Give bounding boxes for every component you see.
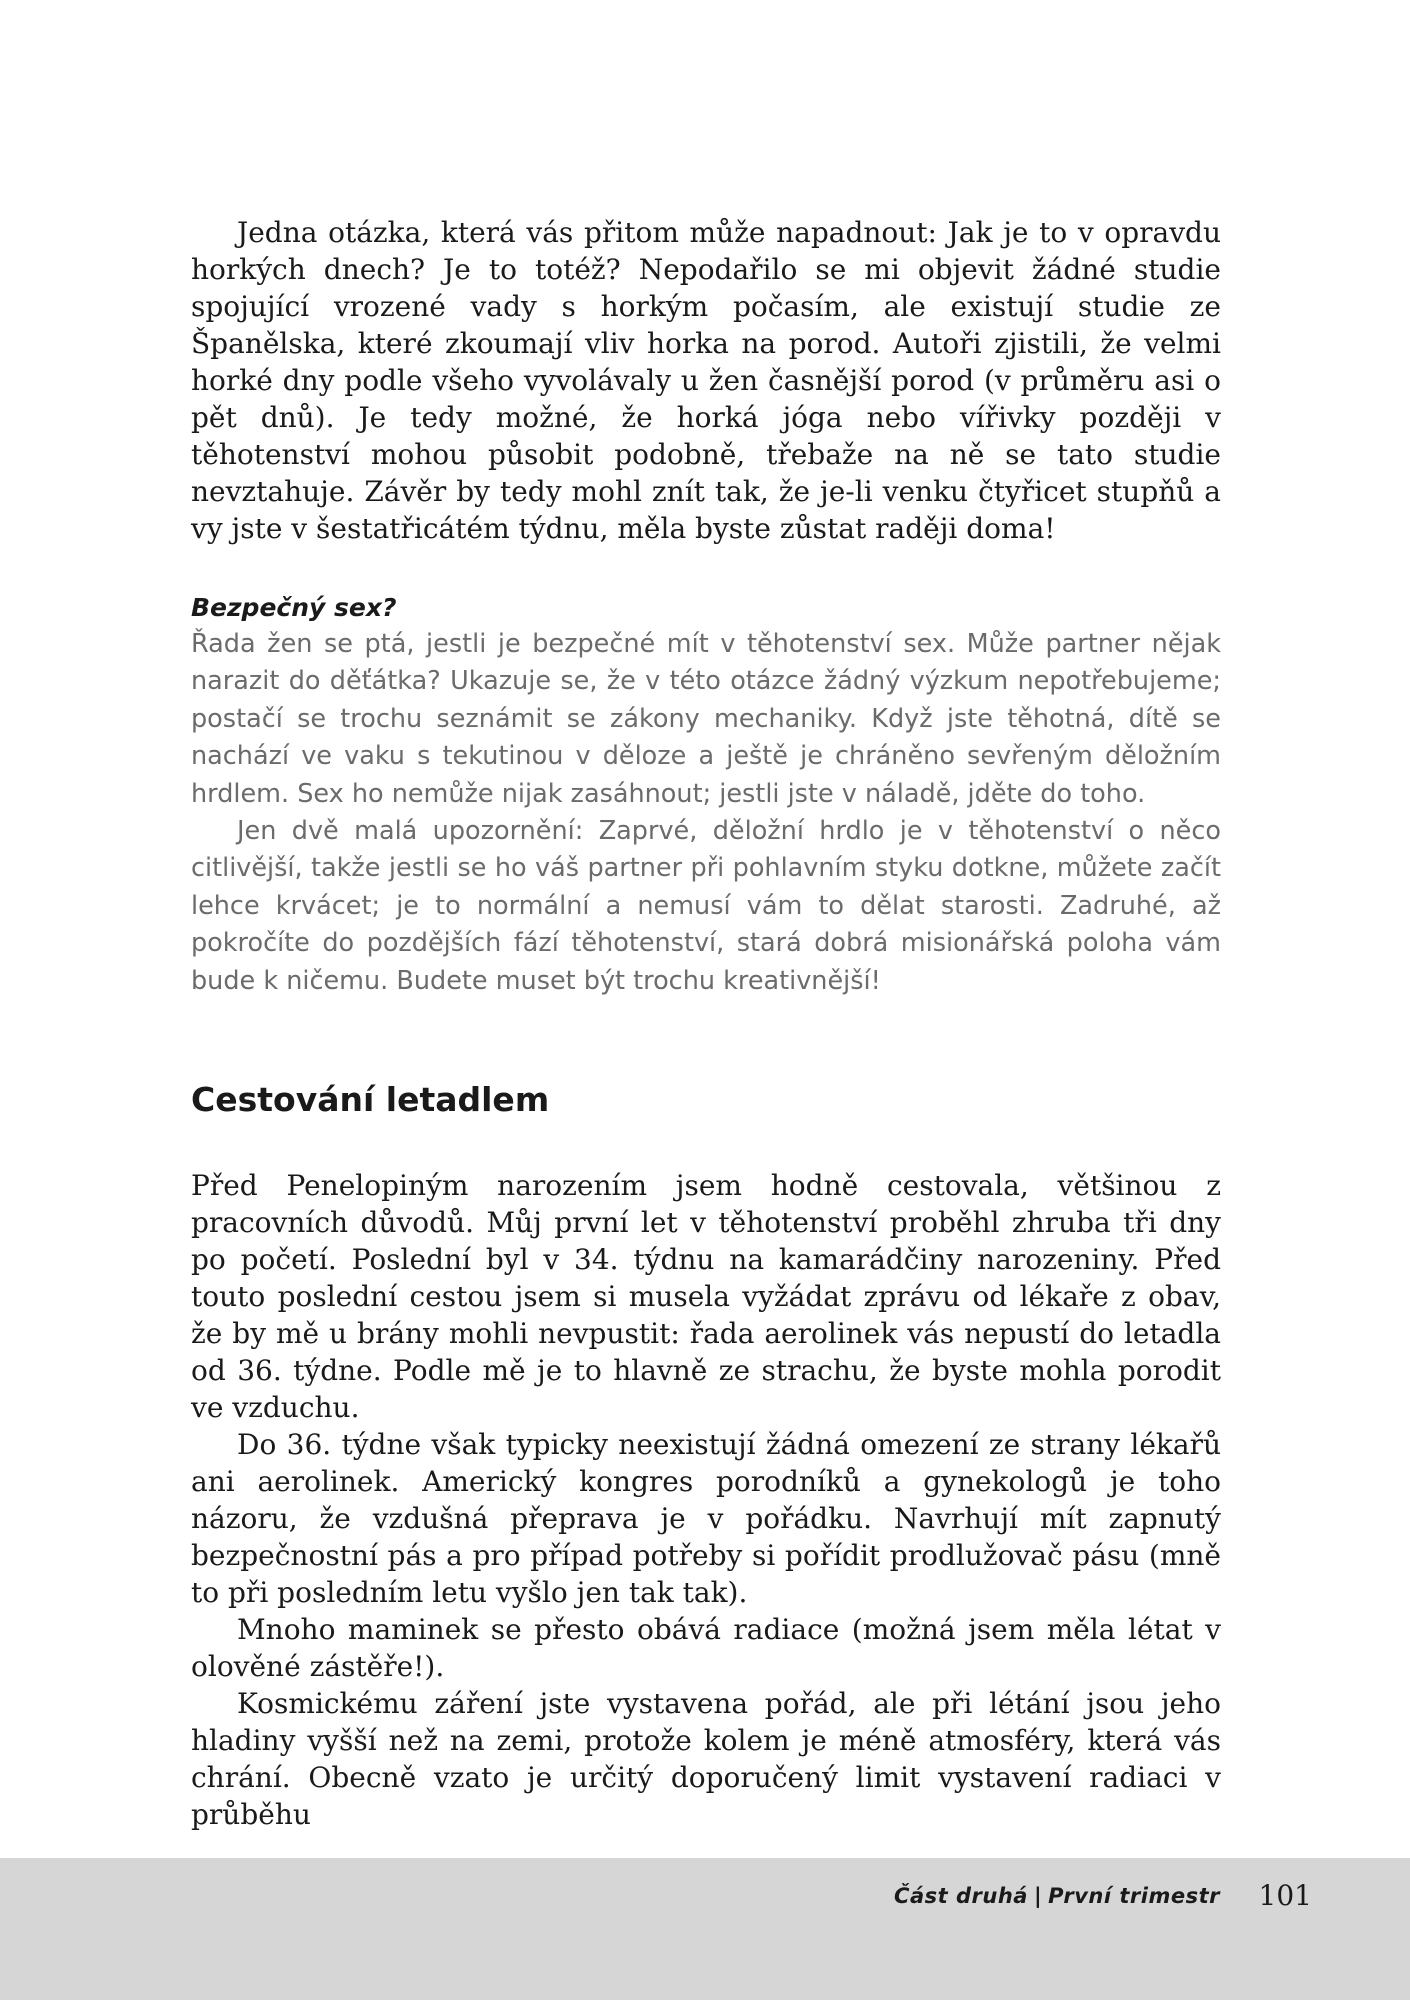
footer-separator: | (1033, 1884, 1043, 1908)
footer-part: Část druhá (894, 1884, 1028, 1908)
section-body (191, 1167, 1221, 1833)
page-number: 101 (1258, 1879, 1312, 1912)
sidebar-box-safe-sex (191, 590, 1221, 1000)
section-paragraph-1: Před Penelopiným narozením jsem hodně cestovala, většinou z pracovních důvodů. Můj první let v těhotenství proběhl zhruba tři dny po početí. Poslední byl v 34. týdnu na kamarádčiny narozeniny. Před touto poslední cestou jsem si musela vyžádat zprávu od lékaře z obav, že by mě u brány mohli nevpustit: řada aerolinek vás nepustí do letadla od 36. týdne. Podle mě je to hlavně ze strachu, že byste mohla porodit ve vzduchu. (191, 1169, 1221, 1425)
section-title: Cestování letadlem (191, 1080, 550, 1120)
running-footer (894, 1876, 1220, 1916)
intro-paragraph: Jedna otázka, která vás přitom může napadnout: Jak je to v opravdu horkých dnech? Je to totéž? Nepodařilo se mi objevit žádné studie spojující vrozené vady s horkým počasím, ale existují studie ze Španělska, které zkoumají vliv horka na porod. Autoři zjistili, že velmi horké dny podle všeho vyvolávaly u žen časnější porod (v průměru asi o pět dnů). Je tedy možné, že horká jóga nebo vířivky později v těhotenství mohou působit podobně, třebaže na ně se tato studie nevztahuje. Závěr by tedy mohl znít tak, že je-li venku čtyřicet stupňů a vy jste v šestatřicátém týdnu, měla byste zůstat raději doma! (191, 216, 1221, 545)
footer-chapter: První trimestr (1048, 1884, 1220, 1908)
intro-block (191, 214, 1221, 547)
page-content (191, 214, 1221, 1833)
box-paragraph-2: Jen dvě malá upozornění: Zaprvé, děložní hrdlo je v těhotenství o něco citlivější, takže jestli se ho váš partner při pohlavním styku dotkne, můžete začít lehce krvácet; je to normální a nemusí vám to dělat starosti. Zadruhé, až pokročíte do pozdějších fází těhotenství, stará dobrá misionářská poloha vám bude k ničemu. Budete muset být trochu kreativnější! (191, 816, 1221, 996)
box-paragraph-1: Řada žen se ptá, jestli je bezpečné mít v těhotenství sex. Může partner nějak narazit do děťátka? Ukazuje se, že v této otázce žádný výzkum nepotřebujeme; postačí se trochu seznámit se zákony mechaniky. Když jste těhotná, dítě se nachází ve vaku s tekutinou v děloze a ještě je chráněno sevřeným děložním hrdlem. Sex ho nemůže nijak zasáhnout; jestli jste v náladě, jděte do toho. (191, 629, 1221, 809)
section-paragraph-4: Kosmickému záření jste vystavena pořád, ale při létání jsou jeho hladiny vyšší než na zemi, protože kolem je méně atmosféry, která vás chrání. Obecně vzato je určitý doporučený limit vystavení radiaci v průběhu (191, 1687, 1221, 1832)
section-paragraph-2: Do 36. týdne však typicky neexistují žádná omezení ze strany lékařů ani aerolinek. Americký kongres porodníků a gynekologů je toho názoru, že vzdušná přeprava je v pořádku. Navrhují mít zapnutý bezpečnostní pás a pro případ potřeby si pořídit prodlužovač pásu (mně to při posledním letu vyšlo jen tak tak). (191, 1428, 1221, 1610)
section-paragraph-3: Mnoho maminek se přesto obává radiace (možná jsem měla létat v olověné zástěře!). (191, 1613, 1221, 1684)
box-heading: Bezpečný sex? (191, 593, 397, 622)
